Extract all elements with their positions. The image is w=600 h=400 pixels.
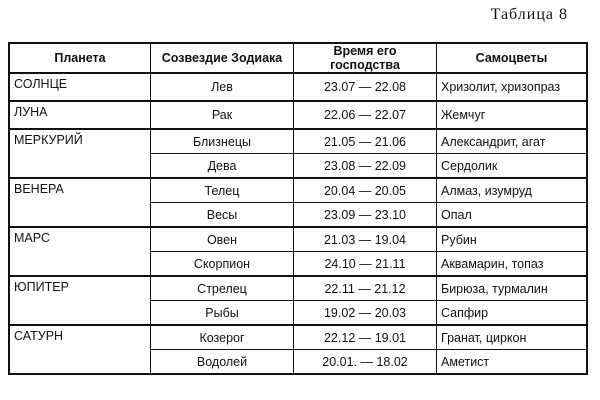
- header-planet: Планета: [9, 43, 151, 73]
- table-row: [9, 178, 587, 203]
- table-caption: Таблица 8: [490, 6, 568, 23]
- planet-cell: САТУРН: [9, 325, 151, 374]
- gems-cell: Бирюза, турмалин: [437, 276, 588, 301]
- constellation-cell: Козерог: [151, 325, 294, 350]
- gems-cell: Сердолик: [437, 154, 588, 179]
- planet-cell: МЕРКУРИЙ: [9, 129, 151, 178]
- period-cell: 24.10 — 21.11: [294, 252, 437, 277]
- period-cell: 19.02 — 20.03: [294, 301, 437, 326]
- planet-cell: МАРС: [9, 227, 151, 276]
- period-cell: 22.06 — 22.07: [294, 101, 437, 129]
- table-row: [9, 227, 587, 252]
- gems-cell: Александрит, агат: [437, 129, 588, 154]
- gems-cell: Рубин: [437, 227, 588, 252]
- planet-cell: ВЕНЕРА: [9, 178, 151, 227]
- header-gems: Самоцветы: [437, 43, 588, 73]
- gems-cell: Жемчуг: [437, 101, 588, 129]
- table-row: [9, 325, 587, 350]
- zodiac-gems-table: [8, 42, 588, 375]
- constellation-cell: Рак: [151, 101, 294, 129]
- table-row: [9, 276, 587, 301]
- gems-cell: Сапфир: [437, 301, 588, 326]
- gems-cell: Опал: [437, 203, 588, 228]
- table-row: [9, 129, 587, 154]
- header-period: Время его господства: [294, 43, 437, 73]
- period-cell: 20.04 — 20.05: [294, 178, 437, 203]
- period-cell: 22.11 — 21.12: [294, 276, 437, 301]
- constellation-cell: Близнецы: [151, 129, 294, 154]
- period-cell: 22.12 — 19.01: [294, 325, 437, 350]
- gems-cell: Алмаз, изумруд: [437, 178, 588, 203]
- period-cell: 23.09 — 23.10: [294, 203, 437, 228]
- constellation-cell: Весы: [151, 203, 294, 228]
- period-cell: 23.08 — 22.09: [294, 154, 437, 179]
- constellation-cell: Стрелец: [151, 276, 294, 301]
- constellation-cell: Рыбы: [151, 301, 294, 326]
- table-row: [9, 73, 587, 101]
- constellation-cell: Лев: [151, 73, 294, 101]
- period-cell: 21.05 — 21.06: [294, 129, 437, 154]
- period-cell: 23.07 — 22.08: [294, 73, 437, 101]
- table-row: [9, 101, 587, 129]
- period-cell: 21.03 — 19.04: [294, 227, 437, 252]
- constellation-cell: Телец: [151, 178, 294, 203]
- gems-cell: Аметист: [437, 350, 588, 375]
- gems-cell: Гранат, циркон: [437, 325, 588, 350]
- constellation-cell: Овен: [151, 227, 294, 252]
- header-constellation: Созвездие Зодиака: [151, 43, 294, 73]
- constellation-cell: Дева: [151, 154, 294, 179]
- gems-cell: Хризолит, хризопраз: [437, 73, 588, 101]
- constellation-cell: Водолей: [151, 350, 294, 375]
- planet-cell: СОЛНЦЕ: [9, 73, 151, 101]
- planet-cell: ЮПИТЕР: [9, 276, 151, 325]
- period-cell: 20.01. — 18.02: [294, 350, 437, 375]
- table-header-row: [9, 43, 587, 73]
- gems-cell: Аквамарин, топаз: [437, 252, 588, 277]
- constellation-cell: Скорпион: [151, 252, 294, 277]
- planet-cell: ЛУНА: [9, 101, 151, 129]
